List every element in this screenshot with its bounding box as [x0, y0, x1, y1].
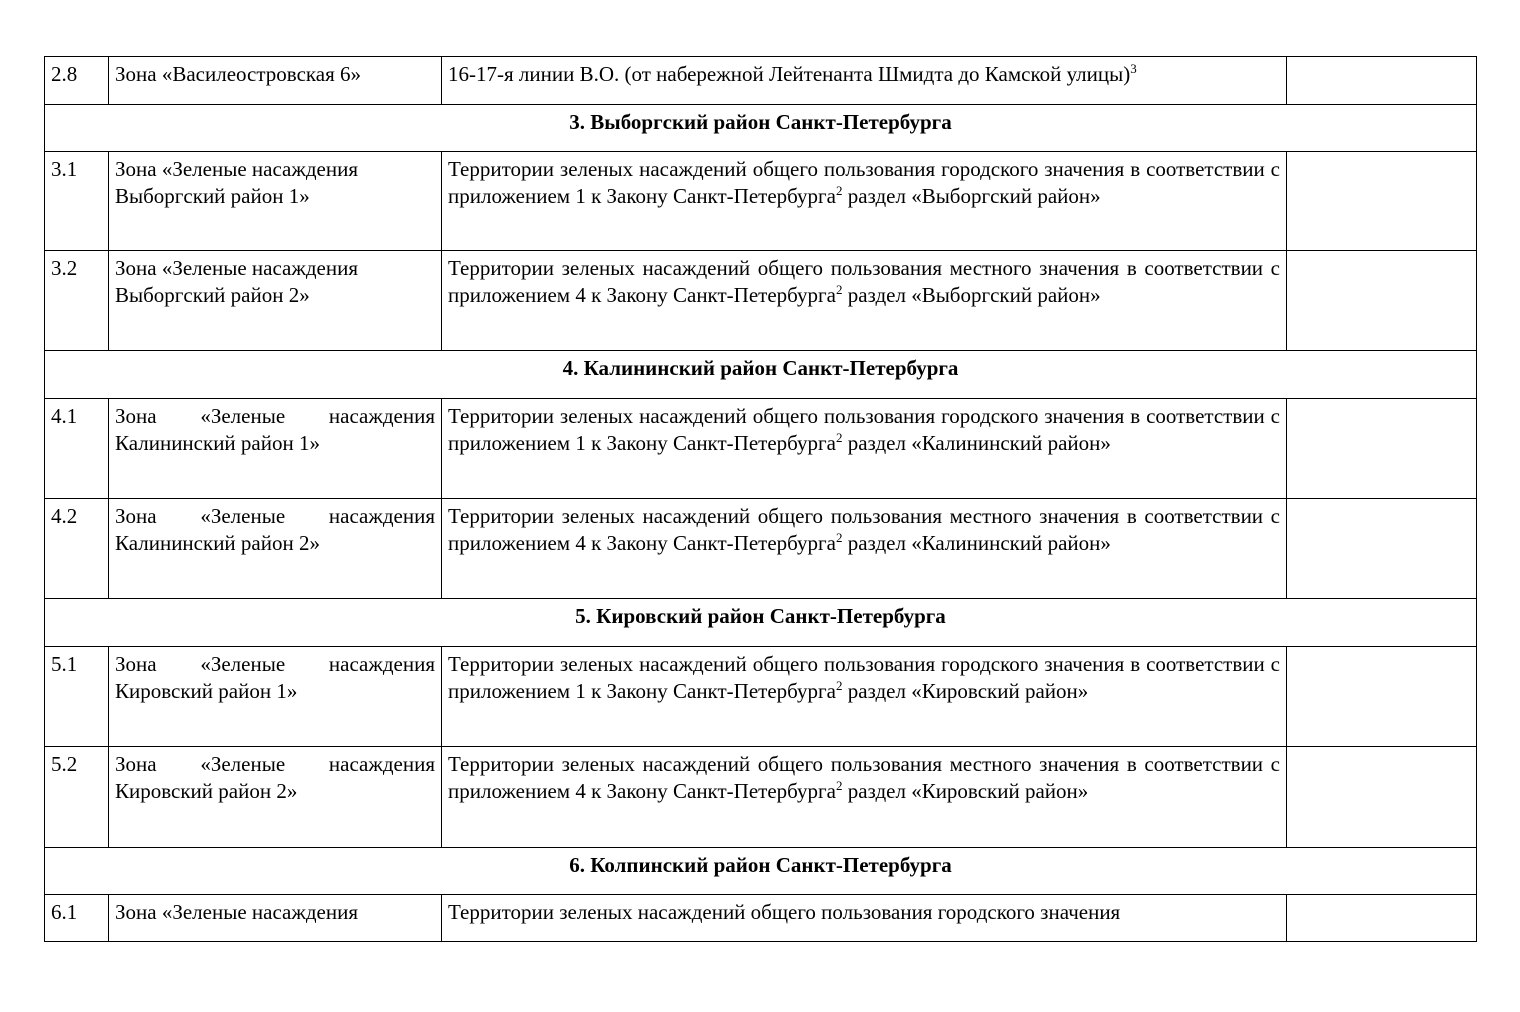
table-row — [45, 251, 1477, 351]
description-text-tail: раздел «Кировский район» — [842, 779, 1089, 803]
table-row — [45, 499, 1477, 599]
description-text: Территории зеленых насаждений общего пользования городского значения в соответствии с приложением 1 к Закону Санкт-Петербурга — [448, 157, 1280, 208]
section-title: 3. Выборгский район Санкт-Петербурга — [45, 105, 1477, 152]
empty-cell — [1287, 747, 1477, 848]
zone-name: Зона «Зеленые насаждения Кировский район 1» — [109, 647, 442, 747]
description-text-tail: раздел «Выборгский район» — [842, 184, 1101, 208]
footnote-ref: 2 — [835, 530, 843, 545]
table-row — [45, 399, 1477, 499]
item-number: 3.1 — [45, 152, 109, 251]
zone-name: Зона «Зеленые насаждения Выборгский район 2» — [109, 251, 442, 351]
section-row — [45, 848, 1477, 895]
description-text-tail: раздел «Калининский район» — [842, 431, 1111, 455]
item-number: 2.8 — [45, 57, 109, 105]
zone-description — [442, 747, 1287, 848]
section-title: 6. Колпинский район Санкт-Петербурга — [45, 848, 1477, 895]
description-text-tail: раздел «Выборгский район» — [842, 283, 1101, 307]
zone-name: Зона «Зеленые насаждения — [109, 895, 442, 942]
footnote-ref: 3 — [1130, 61, 1137, 76]
empty-cell — [1287, 251, 1477, 351]
zone-description — [442, 57, 1287, 105]
empty-cell — [1287, 895, 1477, 942]
zone-description — [442, 399, 1287, 499]
section-title: 4. Калининский район Санкт-Петербурга — [45, 351, 1477, 399]
footnote-ref: 2 — [835, 778, 843, 793]
empty-cell — [1287, 499, 1477, 599]
zone-description — [442, 152, 1287, 251]
description-text: Территории зеленых насаждений общего пользования городского значения в соответствии с приложением 1 к Закону Санкт-Петербурга — [448, 404, 1280, 455]
item-number: 3.2 — [45, 251, 109, 351]
item-number: 6.1 — [45, 895, 109, 942]
description-text-tail: раздел «Калининский район» — [842, 531, 1111, 555]
footnote-ref: 2 — [835, 678, 843, 693]
table-row — [45, 747, 1477, 848]
zone-name: Зона «Зеленые насаждения Калининский район 1» — [109, 399, 442, 499]
footnote-ref: 2 — [835, 183, 843, 198]
section-row — [45, 599, 1477, 647]
description-text: Территории зеленых насаждений общего пользования городского значения в соответствии с приложением 1 к Закону Санкт-Петербурга — [448, 652, 1280, 703]
footnote-ref: 2 — [835, 430, 843, 445]
zone-name: Зона «Зеленые насаждения Калининский район 2» — [109, 499, 442, 599]
description-text: Территории зеленых насаждений общего пользования местного значения в соответствии с приложением 4 к Закону Санкт-Петербурга — [448, 504, 1280, 555]
item-number: 5.1 — [45, 647, 109, 747]
description-text: Территории зеленых насаждений общего пользования местного значения в соответствии с приложением 4 к Закону Санкт-Петербурга — [448, 752, 1280, 803]
table-row — [45, 57, 1477, 105]
description-text: Территории зеленых насаждений общего пользования городского значения — [448, 900, 1121, 924]
table-row — [45, 647, 1477, 747]
empty-cell — [1287, 57, 1477, 105]
description-text: 16-17-я линии В.О. (от набережной Лейтенанта Шмидта до Камской улицы) — [448, 62, 1131, 86]
description-text-tail: раздел «Кировский район» — [842, 679, 1089, 703]
zone-name: Зона «Василеостровская 6» — [109, 57, 442, 105]
empty-cell — [1287, 647, 1477, 747]
zone-description — [442, 895, 1287, 942]
table-row — [45, 152, 1477, 251]
empty-cell — [1287, 152, 1477, 251]
zones-table — [44, 56, 1477, 942]
section-title: 5. Кировский район Санкт-Петербурга — [45, 599, 1477, 647]
section-row — [45, 351, 1477, 399]
item-number: 4.1 — [45, 399, 109, 499]
section-row — [45, 105, 1477, 152]
zone-description — [442, 251, 1287, 351]
footnote-ref: 2 — [835, 282, 843, 297]
description-text: Территории зеленых насаждений общего пользования местного значения в соответствии с приложением 4 к Закону Санкт-Петербурга — [448, 256, 1280, 307]
item-number: 4.2 — [45, 499, 109, 599]
zone-description — [442, 647, 1287, 747]
item-number: 5.2 — [45, 747, 109, 848]
table-row — [45, 895, 1477, 942]
empty-cell — [1287, 399, 1477, 499]
zone-name: Зона «Зеленые насаждения Кировский район 2» — [109, 747, 442, 848]
zone-description — [442, 499, 1287, 599]
zone-name: Зона «Зеленые насаждения Выборгский район 1» — [109, 152, 442, 251]
